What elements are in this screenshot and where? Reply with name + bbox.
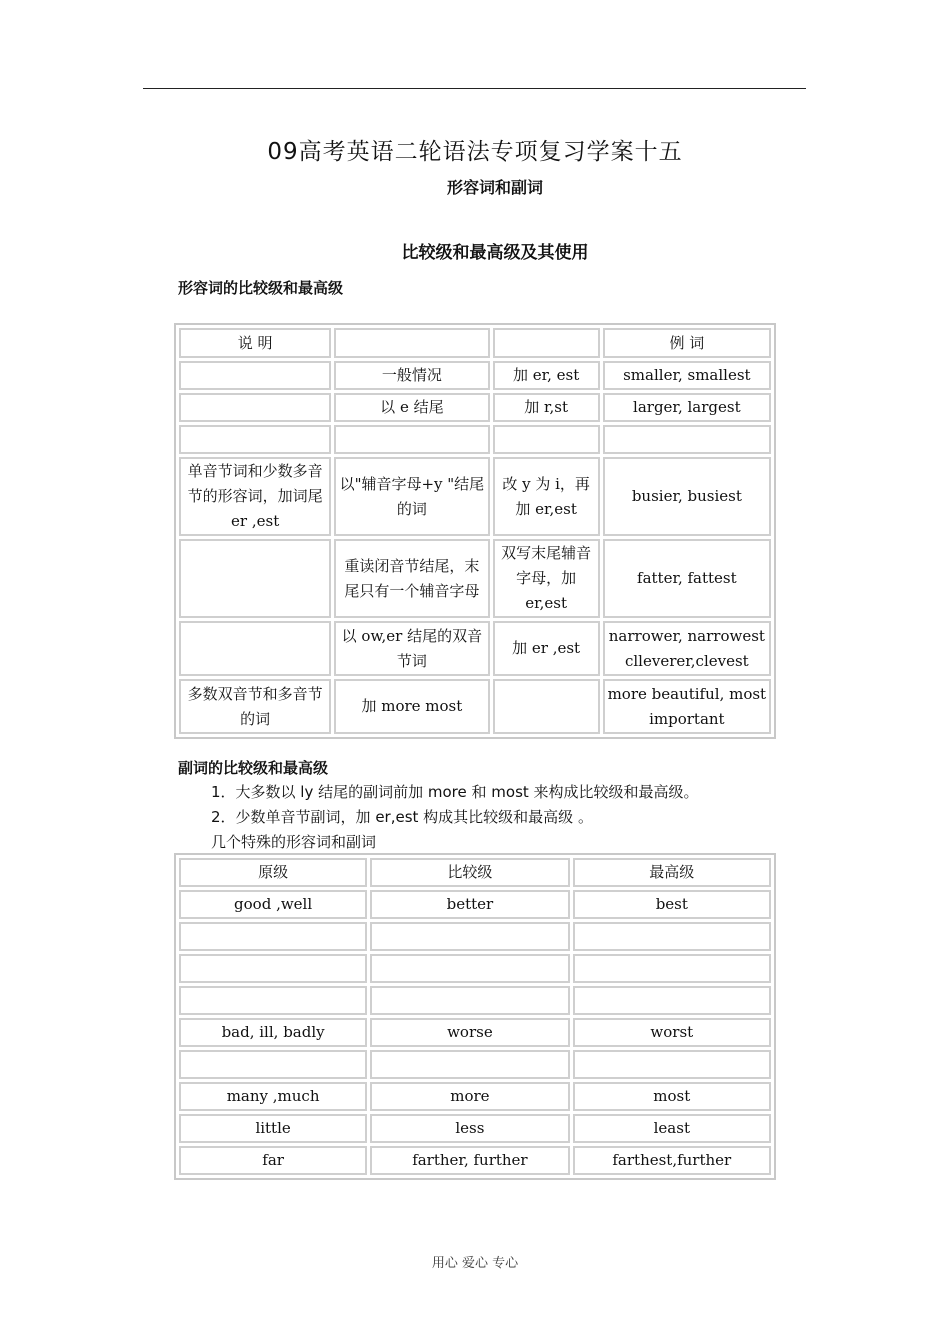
- table-row: [179, 361, 771, 390]
- table-cell: worst: [573, 1018, 771, 1047]
- table-cell: [573, 986, 771, 1015]
- table-row: [179, 1018, 771, 1047]
- adjective-comparison-table: [174, 323, 776, 739]
- table-row: [179, 1082, 771, 1111]
- table-cell: 说 明: [179, 328, 331, 358]
- adj-heading: 形容词的比较级和最高级: [178, 279, 344, 297]
- table-cell: [179, 1050, 367, 1079]
- page-title: 09高考英语二轮语法专项复习学案十五: [267, 139, 683, 165]
- table-cell: 加 er, est: [493, 361, 600, 390]
- table-cell: many ,much: [179, 1082, 367, 1111]
- table-cell: [179, 361, 331, 390]
- table-cell: 加 er ,est: [493, 621, 600, 676]
- table-cell: [334, 328, 489, 358]
- table-cell: fatter, fattest: [603, 539, 771, 618]
- table-cell: [334, 425, 489, 454]
- table-cell: [370, 954, 569, 983]
- table-cell: less: [370, 1114, 569, 1143]
- table-cell: least: [573, 1114, 771, 1143]
- table-cell: 例 词: [603, 328, 771, 358]
- table-row: [179, 621, 771, 676]
- column-header: 原级: [179, 858, 367, 887]
- table-row: [179, 1050, 771, 1079]
- table-cell: [603, 425, 771, 454]
- table-cell: busier, busiest: [603, 457, 771, 536]
- table-row: [179, 457, 771, 536]
- table-cell: bad, ill, badly: [179, 1018, 367, 1047]
- table-row: [179, 679, 771, 734]
- table-cell: 改 y 为 i，再加 er,est: [493, 457, 600, 536]
- table-cell: 以 ow,er 结尾的双音节词: [334, 621, 489, 676]
- table-cell: larger, largest: [603, 393, 771, 422]
- table-cell: most: [573, 1082, 771, 1111]
- table-cell: [179, 922, 367, 951]
- table-cell: best: [573, 890, 771, 919]
- table-cell: [179, 425, 331, 454]
- table-row: [179, 986, 771, 1015]
- table-row: [179, 328, 771, 358]
- column-header: 比较级: [370, 858, 569, 887]
- table-cell: 加 r,st: [493, 393, 600, 422]
- adv-point-1: 1．大多数以 ly 结尾的副词前加 more 和 most 来构成比较级和最高级。: [211, 783, 699, 801]
- table-cell: [179, 986, 367, 1015]
- table-cell: [573, 922, 771, 951]
- table-cell: 双写末尾辅音字母，加 er,est: [493, 539, 600, 618]
- page-subtitle: 形容词和副词: [446, 178, 543, 197]
- table-cell: [370, 922, 569, 951]
- special-forms-table: [174, 853, 776, 1180]
- table-header-row: [179, 858, 771, 887]
- table-cell: farther, further: [370, 1146, 569, 1175]
- table-row: [179, 1114, 771, 1143]
- table-row: [179, 954, 771, 983]
- header-rule: [143, 88, 806, 89]
- table-cell: [493, 425, 600, 454]
- table-cell: far: [179, 1146, 367, 1175]
- table-cell: [179, 954, 367, 983]
- table-cell: 单音节词和少数多音节的形容词，加词尾 er ,est: [179, 457, 331, 536]
- table-row: [179, 425, 771, 454]
- table-cell: 重读闭音节结尾，末尾只有一个辅音字母: [334, 539, 489, 618]
- table-cell: [493, 328, 600, 358]
- table-cell: 以 e 结尾: [334, 393, 489, 422]
- table-cell: better: [370, 890, 569, 919]
- table-cell: more: [370, 1082, 569, 1111]
- table-cell: [370, 1050, 569, 1079]
- table-cell: [493, 679, 600, 734]
- table-cell: [573, 954, 771, 983]
- table-cell: good ,well: [179, 890, 367, 919]
- table-row: [179, 393, 771, 422]
- table-cell: [179, 539, 331, 618]
- table-row: [179, 922, 771, 951]
- table-cell: [179, 393, 331, 422]
- table-cell: 加 more most: [334, 679, 489, 734]
- table-row: [179, 890, 771, 919]
- table-cell: farthest,further: [573, 1146, 771, 1175]
- table-cell: 一般情况: [334, 361, 489, 390]
- table-cell: [573, 1050, 771, 1079]
- section-title: 比较级和最高级及其使用: [401, 243, 589, 263]
- table-cell: smaller, smallest: [603, 361, 771, 390]
- table-cell: more beautiful, most important: [603, 679, 771, 734]
- table-cell: narrower, narrowest clleverer,clevest: [603, 621, 771, 676]
- special-heading: 几个特殊的形容词和副词: [211, 833, 377, 851]
- table-row: [179, 539, 771, 618]
- column-header: 最高级: [573, 858, 771, 887]
- page-footer: 用心 爱心 专心: [431, 1256, 519, 1271]
- table-cell: worse: [370, 1018, 569, 1047]
- adv-heading: 副词的比较级和最高级: [178, 759, 329, 777]
- adv-point-2: 2．少数单音节副词，加 er,est 构成其比较级和最高级 。: [211, 808, 593, 826]
- table-cell: 以"辅音字母+y "结尾的词: [334, 457, 489, 536]
- table-cell: 多数双音节和多音节的词: [179, 679, 331, 734]
- table-cell: [370, 986, 569, 1015]
- table-cell: little: [179, 1114, 367, 1143]
- table-cell: [179, 621, 331, 676]
- table-row: [179, 1146, 771, 1175]
